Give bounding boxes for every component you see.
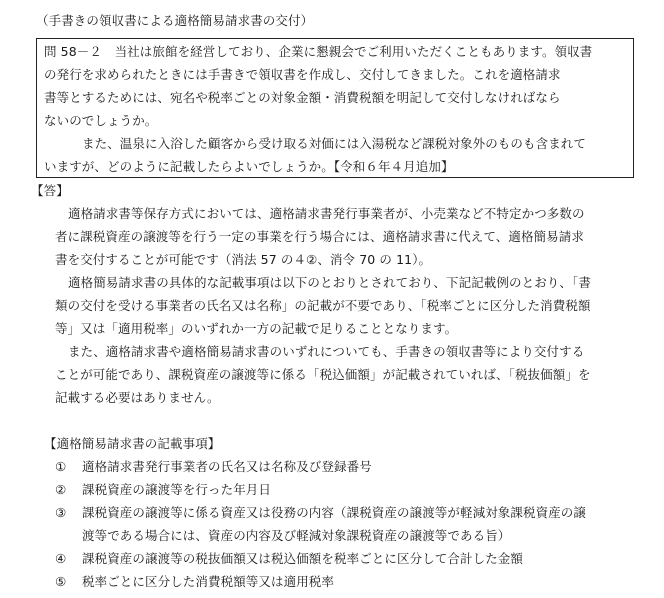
items-title: 【適格簡易請求書の記載事項】 <box>44 436 221 451</box>
question-line: いますが、どのように記載したらよいでしょうか。【令和６年４月追加】 <box>44 159 454 174</box>
item-text: 適格請求書発行事業者の氏名又は名称及び登録番号 <box>82 459 372 474</box>
answer-line: 適格請求書等保存方式においては、適格請求書発行事業者が、小売業など不特定かつ多数の <box>68 206 585 221</box>
answer-line: また、適格請求書や適格簡易請求書のいずれについても、手書きの領収書等により交付する <box>68 344 585 359</box>
answer-line: ことが可能であり、課税資産の譲渡等に係る「税込価額」が記載されていれば、「税抜価額」を <box>55 367 591 382</box>
item-text-continued: 渡等である場合には、資産の内容及び軽減対象課税資産の譲渡等である旨） <box>82 528 511 543</box>
item-number: ⑤ <box>55 574 67 589</box>
item-text: 課税資産の譲渡等の税抜価額又は税込価額を税率ごとに区分して合計した金額 <box>82 551 524 566</box>
answer-line: 等」又は「適用税率」のいずれか一方の記載で足りることとなります。 <box>55 321 458 336</box>
answer-line: 書を交付することが可能です（消法 57 の４②、消令 70 の 11）。 <box>55 252 432 267</box>
section-heading: （手書きの領収書による適格簡易請求書の交付） <box>36 13 314 28</box>
question-line: 問 58－２ 当社は旅館を経営しており、企業に懇親会でご利用いただくこともあります。領収書 <box>44 44 593 59</box>
item-number: ② <box>55 482 67 497</box>
item-text: 課税資産の譲渡等を行った年月日 <box>82 482 272 497</box>
answer-line: 適格簡易請求書の具体的な記載事項は以下のとおりとされており、下記記載例のとおり、「書 <box>68 275 591 290</box>
answer-line: 類の交付を受ける事業者の氏名又は名称」の記載が不要であり、「税率ごとに区分した消費税額 <box>55 298 591 313</box>
question-line: ないのでしょうか。 <box>44 113 158 128</box>
item-text: 税率ごとに区分した消費税額等又は適用税率 <box>82 574 335 589</box>
answer-label: 【答】 <box>31 183 69 198</box>
item-number: ① <box>55 459 67 474</box>
question-line: 書等とするためには、宛名や税率ごとの対象金額・消費税額を明記して交付しなければなら <box>44 90 561 105</box>
item-number: ③ <box>55 505 67 520</box>
answer-line: 者に課税資産の譲渡等を行う一定の事業を行う場合には、適格請求書に代えて、適格簡易請求 <box>55 229 584 244</box>
question-line: の発行を求められたときには手書きで領収書を作成し、交付してきました。これを適格請求 <box>44 67 561 82</box>
question-line: また、温泉に入浴した顧客から受け取る対価には入湯税など課税対象外のものも含まれて <box>82 136 587 151</box>
item-number: ④ <box>55 551 67 566</box>
item-text: 課税資産の譲渡等に係る資産又は役務の内容（課税資産の譲渡等が軽減対象課税資産の譲 <box>82 505 587 520</box>
answer-line: 記載する必要はありません。 <box>55 390 220 405</box>
